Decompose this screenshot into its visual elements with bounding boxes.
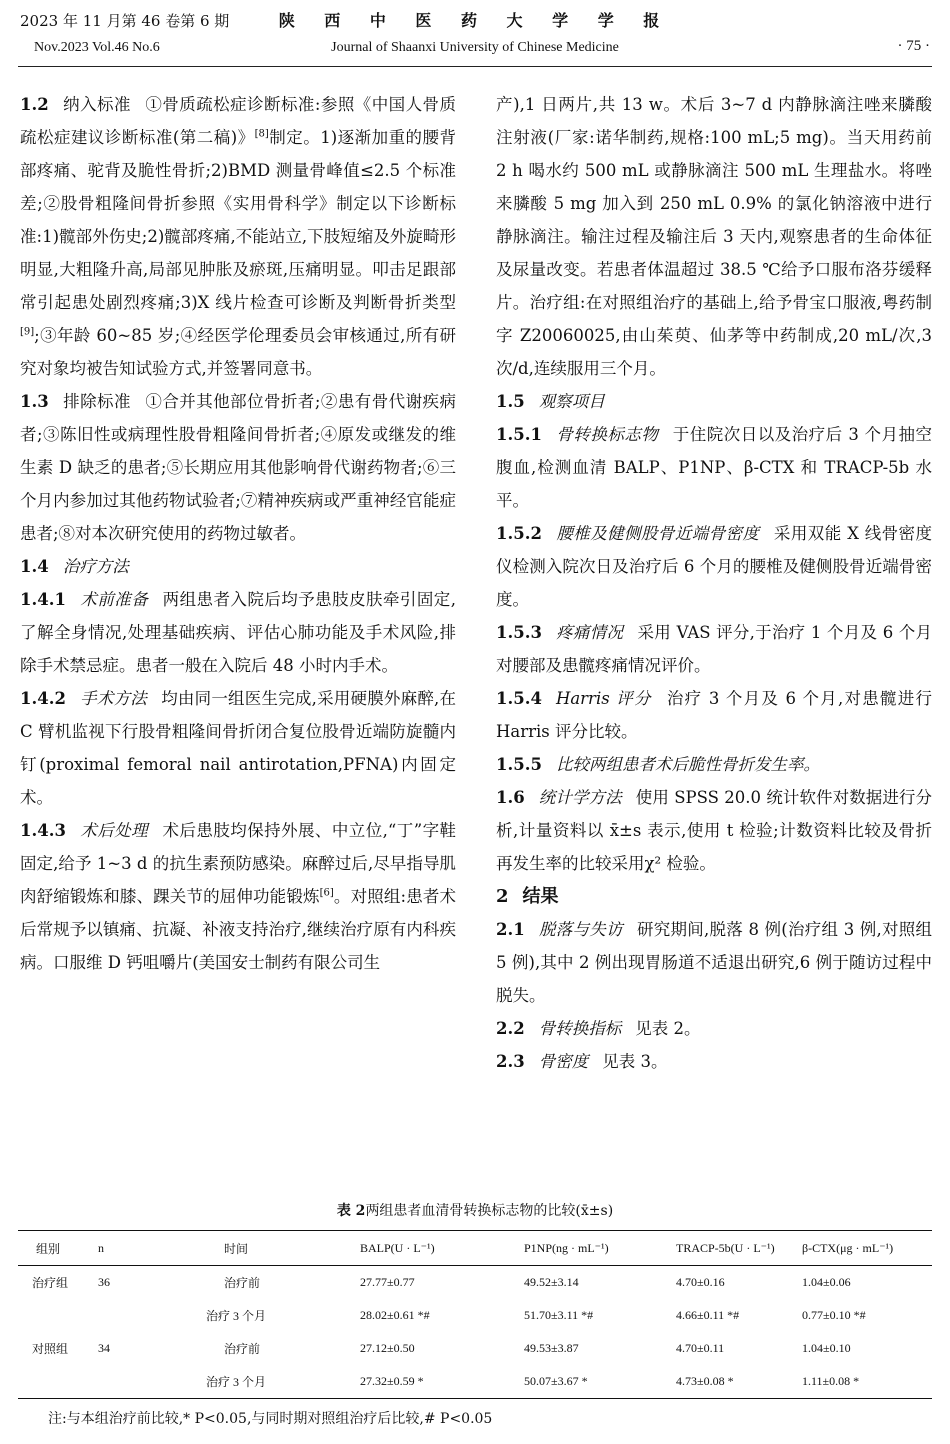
section-number: 1.5.2 bbox=[496, 524, 542, 543]
column-header: β-CTX(μg · mL⁻¹) bbox=[802, 1231, 932, 1266]
table-row bbox=[18, 1365, 932, 1399]
section-title: 术后处理 bbox=[79, 821, 149, 840]
section-1-5-4 bbox=[496, 682, 932, 748]
table-cell: 28.02±0.61 *# bbox=[360, 1308, 430, 1322]
section-number: 1.4 bbox=[20, 557, 49, 576]
column-header: TRACP-5b(U · L⁻¹) bbox=[646, 1231, 802, 1266]
table-cell bbox=[18, 1299, 98, 1332]
table-row bbox=[18, 1266, 932, 1300]
section-body: 见表 3。 bbox=[602, 1052, 668, 1071]
section-2-2 bbox=[496, 1012, 932, 1045]
section-number: 1.2 bbox=[20, 95, 49, 114]
table-cell: 1.04±0.10 bbox=[802, 1341, 851, 1355]
table-row bbox=[18, 1299, 932, 1332]
section-title: 治疗方法 bbox=[62, 557, 129, 576]
table-cell: 50.07±3.67 * bbox=[494, 1365, 646, 1399]
paragraph-continued: 产),1 日两片,共 13 w。术后 3~7 d 内静脉滴注唑来膦酸注射液(厂家:诺华制药,规格:100 mL;5 mg)。当天用药前 2 h 喝水约 500 mL 或静脉滴注 500 mL 生理盐水。将唑来膦酸 5 mg 加入到 250 mL 0.9% 的氯化钠溶液中进行静脉滴注。输注过程及输注后 3 天内,观察患者的生命体征及尿量改变。若患者体温超过 38.5 ℃给予口服布洛芬缓释片。治疗组:在对照组治疗的基础上,给予骨宝口服液,粤药制字 Z20060025,由山茱萸、仙茅等中药制成,20 mL/次,3 次/d,连续服用三个月。 bbox=[496, 95, 932, 378]
citation: [6] bbox=[319, 887, 334, 899]
table-title: 两组患者血清骨转换标志物的比较(x̄±s) bbox=[365, 1203, 614, 1219]
column-header: P1NP(ng · mL⁻¹) bbox=[494, 1231, 646, 1266]
section-number: 1.5 bbox=[496, 392, 525, 411]
table-cell: 4.73±0.08 * bbox=[646, 1365, 802, 1399]
section-title: 术前准备 bbox=[79, 590, 149, 609]
data-table bbox=[18, 1230, 932, 1399]
column-header: n bbox=[98, 1231, 184, 1266]
table-cell bbox=[98, 1365, 184, 1399]
table-cell: 27.12±0.50 bbox=[360, 1341, 415, 1355]
table-cell: 51.70±3.11 *# bbox=[524, 1308, 594, 1322]
section-number: 1.4.1 bbox=[20, 590, 66, 609]
section-1-5-3 bbox=[496, 616, 932, 682]
section-number: 1.4.2 bbox=[20, 689, 66, 708]
section-body: 使用 SPSS 20.0 统计软件对数据进行分析,计量资料以 x̄±s 表示,使用 t 检验;计数资料比较及骨折再发生率的比较采用χ² 检验。 bbox=[496, 788, 932, 873]
section-title: 纳入标准 bbox=[62, 95, 131, 114]
section-body: 采用 VAS 评分,于治疗 1 个月及 6 个月对腰部及患髋疼痛情况评价。 bbox=[496, 623, 933, 675]
table-cell bbox=[18, 1365, 98, 1399]
section-title: 比较两组患者术后脆性骨折发生率。 bbox=[555, 755, 820, 774]
table-cell: 36 bbox=[98, 1275, 110, 1289]
section-body: ①合并其他部位骨折者;②患有骨代谢疾病者;③陈旧性或病理性股骨粗隆间骨折者;④原发或继发的维生素 D 缺乏的患者;⑤长期应用其他影响骨代谢药物者;⑥三个月内参加过其他药物试验者;⑦精神疾病或严重神经官能症患者;⑧对本次研究使用的药物过敏者。 bbox=[20, 392, 456, 543]
table-cell: 1.04±0.06 bbox=[802, 1275, 851, 1289]
section-body: 制定。1)逐渐加重的腰背部疼痛、驼背及脆性骨折;2)BMD 测量骨峰值≤2.5 个标准差;②股骨粗隆间骨折参照《实用骨科学》制定以下诊断标准:1)髋部外伤史;2)髋部疼痛,不能站立,下肢短缩及外旋畸形明显,大粗隆升高,局部见肿胀及瘀斑,压痛明显。叩击足跟部常引起患处剧烈疼痛;3)X 线片检查可诊断及判断骨折类型 bbox=[20, 128, 457, 312]
table-cell: 治疗前 bbox=[224, 1276, 261, 1290]
section-number: 1.5.4 bbox=[496, 689, 542, 708]
table-note: 注:与本组治疗前比较,* P<0.05,与同时期对照组治疗后比较,# P<0.05 bbox=[48, 1411, 493, 1427]
section-body: ①骨质疏松症诊断标准:参照《中国人骨质疏松症建议诊断标准(第二稿)》 bbox=[20, 95, 456, 147]
section-number: 2.3 bbox=[496, 1052, 525, 1071]
table-cell: 34 bbox=[98, 1341, 110, 1355]
table-cell bbox=[98, 1299, 184, 1332]
section-body: 见表 2。 bbox=[635, 1019, 701, 1038]
section-title: 统计学方法 bbox=[538, 788, 622, 807]
table-header-row bbox=[18, 1231, 932, 1266]
left-column bbox=[20, 88, 456, 979]
table-cell: 治疗 3 个月 bbox=[206, 1309, 267, 1323]
table-caption bbox=[0, 1200, 950, 1220]
column-header: 时间 bbox=[184, 1231, 324, 1266]
header-rule bbox=[18, 66, 932, 67]
section-1-5-1 bbox=[496, 418, 932, 517]
section-body: 采用双能 X 线骨密度仪检测入院次日及治疗后 6 个月的腰椎及健侧股骨近端骨密度。 bbox=[496, 524, 932, 609]
section-title: Harris 评分 bbox=[555, 689, 652, 708]
section-1-6 bbox=[496, 781, 932, 880]
section-title: 骨密度 bbox=[538, 1052, 589, 1071]
table-cell: 4.70±0.11 bbox=[676, 1341, 725, 1355]
column-header: BALP(U · L⁻¹) bbox=[324, 1231, 494, 1266]
section-body: 研究期间,脱落 8 例(治疗组 3 例,对照组 5 例),其中 2 例出现胃肠道不适退出研究,6 例于随访过程中脱失。 bbox=[496, 920, 932, 1005]
journal-title-cn: 陕 西 中 医 药 大 学 学 报 bbox=[278, 11, 672, 30]
section-1-4-1 bbox=[20, 583, 456, 682]
section-title: 观察项目 bbox=[538, 392, 605, 411]
section-body: 均由同一组医生完成,采用硬膜外麻醉,在 C 臂机监视下行股骨粗隆间骨折闭合复位股骨近端防旋髓内钉(proximal femoral nail antirotation,PFNA)内固定术。 bbox=[20, 689, 456, 807]
page-number: · 75 · bbox=[897, 38, 930, 54]
section-number: 1.5.1 bbox=[496, 425, 542, 444]
section-2-3 bbox=[496, 1045, 932, 1078]
section-1-3 bbox=[20, 385, 456, 550]
section-title: 手术方法 bbox=[79, 689, 147, 708]
section-body: 术后患肢均保持外展、中立位,“丁”字鞋固定,给予 1~3 d 的抗生素预防感染。麻醉过后,尽早指导肌肉舒缩锻炼和膝、踝关节的屈伸功能锻炼 bbox=[20, 821, 457, 906]
section-1-5-2 bbox=[496, 517, 932, 616]
section-number: 1.6 bbox=[496, 788, 525, 807]
section-1-4-3 bbox=[20, 814, 456, 979]
table-cell: 27.77±0.77 bbox=[360, 1275, 415, 1289]
section-2-1 bbox=[496, 913, 932, 1012]
table-cell: 0.77±0.10 *# bbox=[802, 1308, 866, 1322]
table-row bbox=[18, 1332, 932, 1365]
table-cell: 对照组 bbox=[32, 1342, 69, 1356]
section-body: 治疗 3 个月及 6 个月,对患髋进行 Harris 评分比较。 bbox=[496, 689, 932, 741]
table-cell: 治疗组 bbox=[32, 1276, 69, 1290]
section-number: 1.4.3 bbox=[20, 821, 66, 840]
table-cell: 4.70±0.16 bbox=[676, 1275, 725, 1289]
table-label: 表 2 bbox=[336, 1203, 366, 1219]
citation: [8] bbox=[254, 128, 269, 140]
table-cell: 49.52±3.14 bbox=[524, 1275, 579, 1289]
section-1-4 bbox=[20, 550, 456, 583]
section-2 bbox=[496, 880, 932, 913]
section-body: 两组患者入院后均予患肢皮肤牵引固定,了解全身情况,处理基础疾病、评估心肺功能及手术风险,排除手术禁忌症。患者一般在入院后 48 小时内手术。 bbox=[20, 590, 457, 675]
section-body: 。对照组:患者术后常规予以镇痛、抗凝、补液支持治疗,继续治疗原有内科疾病。口服维 D 钙咀嚼片(美国安士制药有限公司生 bbox=[20, 887, 456, 972]
table-cell: 27.32±0.59 * bbox=[324, 1365, 494, 1399]
section-number: 1.3 bbox=[20, 392, 49, 411]
section-title: 结果 bbox=[522, 886, 559, 907]
journal-title-en: Journal of Shaanxi University of Chinese Medicine bbox=[331, 40, 619, 55]
section-1-4-2 bbox=[20, 682, 456, 814]
table-cell: 治疗前 bbox=[224, 1342, 261, 1356]
section-number: 1.5.5 bbox=[496, 755, 542, 774]
section-number: 1.5.3 bbox=[496, 623, 542, 642]
right-column bbox=[496, 88, 932, 1078]
section-body: 于住院次日以及治疗后 3 个月抽空腹血,检测血清 BALP、P1NP、β-CTX 和 TRACP-5b 水平。 bbox=[496, 425, 932, 510]
section-title: 排除标准 bbox=[62, 392, 131, 411]
issue-cn: 2023 年 11 月第 46 卷第 6 期 bbox=[20, 12, 230, 30]
section-1-5 bbox=[496, 385, 932, 418]
citation: [9] bbox=[20, 326, 35, 338]
section-number: 2 bbox=[496, 886, 509, 907]
table-cell: 49.53±3.87 bbox=[524, 1341, 579, 1355]
section-title: 脱落与失访 bbox=[538, 920, 623, 939]
section-title: 骨转换标志物 bbox=[555, 425, 659, 444]
section-title: 骨转换指标 bbox=[538, 1019, 622, 1038]
issue-en: Nov.2023 Vol.46 No.6 bbox=[34, 40, 160, 55]
section-1-2 bbox=[20, 88, 456, 385]
column-header: 组别 bbox=[18, 1231, 98, 1266]
section-number: 2.2 bbox=[496, 1019, 525, 1038]
table-cell: 1.11±0.08 * bbox=[802, 1365, 932, 1399]
table-cell: 4.66±0.11 *# bbox=[676, 1308, 740, 1322]
table-cell: 治疗 3 个月 bbox=[184, 1365, 324, 1399]
section-number: 2.1 bbox=[496, 920, 525, 939]
section-title: 腰椎及健侧股骨近端骨密度 bbox=[555, 524, 760, 543]
section-title: 疼痛情况 bbox=[555, 623, 624, 642]
section-1-5-5 bbox=[496, 748, 932, 781]
section-body: ;③年龄 60~85 岁;④经医学伦理委员会审核通过,所有研究对象均被告知试验方式,并签署同意书。 bbox=[20, 326, 456, 378]
